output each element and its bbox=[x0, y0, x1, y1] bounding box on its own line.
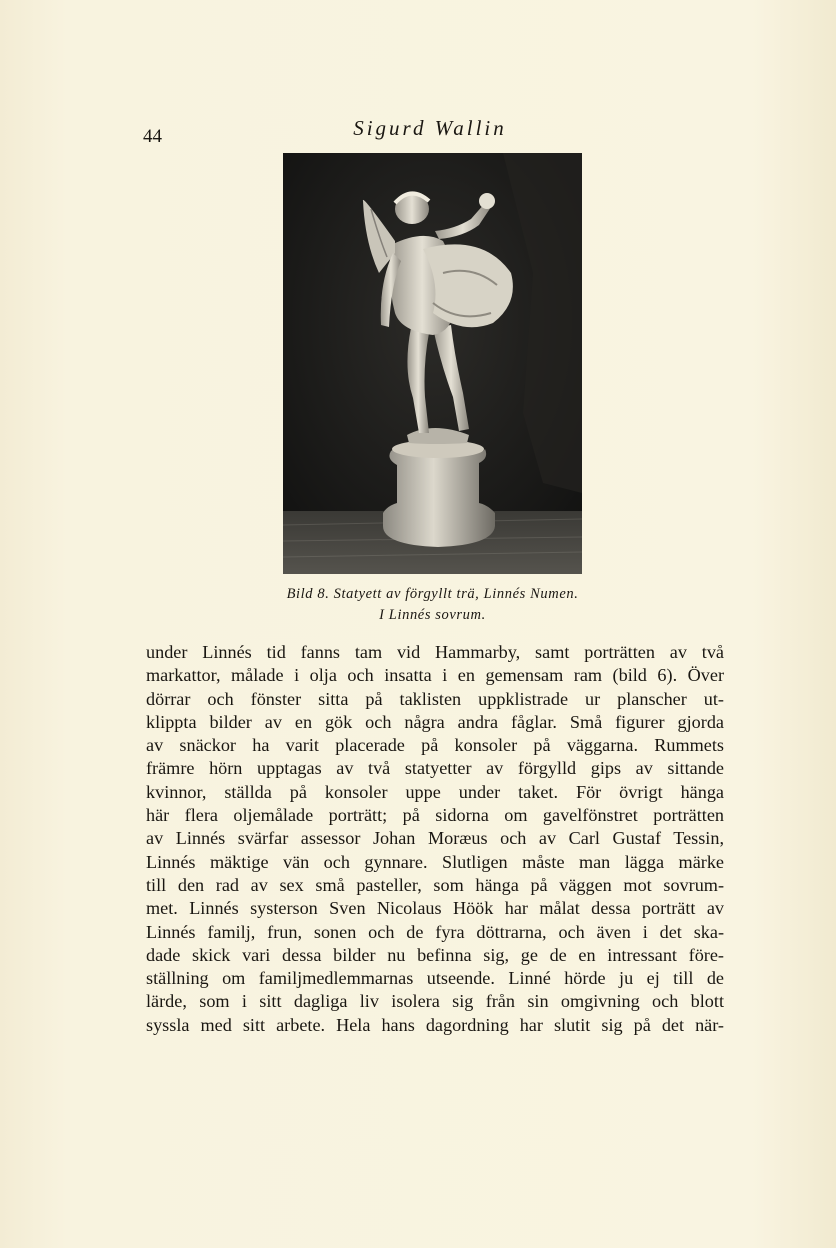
body-text bbox=[146, 641, 724, 1037]
text-line: av Linnés svärfar assessor Johan Moræus och av Carl Gustaf Tessin, bbox=[146, 828, 724, 849]
text-line: lärde, som i sitt dagliga liv isolera sig från sin omgivning och blott bbox=[146, 991, 724, 1012]
text-line: ställning om familjmedlemmarnas utseende. Linné hörde ju ej till de bbox=[146, 968, 724, 989]
text-line: under Linnés tid fanns tam vid Hammarby, samt porträtten av två bbox=[146, 642, 724, 662]
caption-line: Bild 8. Statyett av förgyllt trä, Linnés Numen. bbox=[286, 586, 579, 602]
text-line: dade skick vari dessa bilder nu befinna sig, ge de en intressant före- bbox=[146, 944, 724, 965]
caption-line: I Linnés sovrum. bbox=[379, 607, 486, 623]
text-line: främre hörn upptagas av två statyetter av förgylld gips av sittande bbox=[146, 758, 724, 779]
text-line: till den rad av sex små pasteller, som hänga på väggen mot sovrum- bbox=[146, 874, 724, 895]
statue-illustration bbox=[283, 153, 582, 574]
text-line: här flera oljemålade porträtt; på sidorna om gavelfönstret porträtten bbox=[146, 805, 724, 826]
page-number: 44 bbox=[143, 126, 162, 147]
text-line: Linnés familj, frun, sonen och de fyra döttrarna, och även i det ska- bbox=[146, 921, 724, 942]
text-line: kvinnor, ställda på konsoler uppe under taket. För övrigt hänga bbox=[146, 781, 724, 802]
text-line: av snäckor ha varit placerade på konsoler på väggarna. Rummets bbox=[146, 735, 724, 756]
text-line: dörrar och fönster sitta på taklisten uppklistrade ur planscher ut- bbox=[146, 688, 724, 709]
figure-caption bbox=[250, 584, 615, 626]
text-line: met. Linnés systerson Sven Nicolaus Höök har målat dessa porträtt av bbox=[146, 898, 724, 919]
statue-photo bbox=[283, 153, 582, 574]
text-line: Linnés mäktige vän och gynnare. Slutligen måste man lägga märke bbox=[146, 851, 724, 872]
text-line: syssla med sitt arbete. Hela hans dagordning har slutit sig på det när- bbox=[146, 1014, 724, 1035]
text-line: markattor, målade i olja och insatta i en gemensam ram (bild 6). Över bbox=[146, 665, 724, 686]
running-head: Sigurd Wallin bbox=[353, 116, 507, 140]
text-line: klippta bilder av en gök och några andra fåglar. Små figurer gjorda bbox=[146, 711, 724, 732]
